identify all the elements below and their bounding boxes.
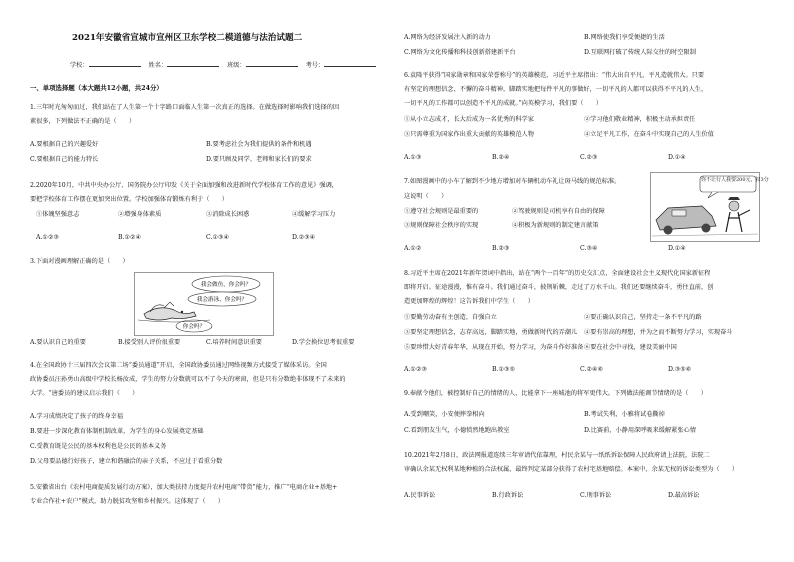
q8-stem-line1: 8.习近平主席在2021年新年贺词中指出，站在“两个一百年”的历史交汇点，全面建设社会主义现代化国家新征程 [404, 270, 711, 277]
q7-option-c[interactable]: C.③④ [580, 245, 598, 252]
q8-item-5: ⑤要珍惜大好青春年华，从现在开始，努力学习，为奋斗作好准备 [404, 344, 584, 351]
q8-option-a[interactable]: A.①②③ [404, 366, 428, 373]
q10-option-d[interactable]: D.最高诉讼 [668, 492, 700, 499]
q4-option-b[interactable]: B.要进一步深化教育体制机制改革，为学生的身心发展奠定基础 [30, 428, 204, 435]
q3-option-c[interactable]: C.培养时间意识重要 [206, 339, 262, 346]
q1-option-d[interactable]: D.要只顾及同学、老师和家长们的要求 [206, 156, 312, 163]
q1-stem-line2: 素很多，下列做法不正确的是（ ） [30, 118, 136, 125]
class-field[interactable] [246, 60, 298, 67]
q9-option-d[interactable]: D.比赛前，小静用深呼吸来缓解紧张心情 [584, 427, 696, 434]
q7-item-2: ②驾驶规则是司机享有自由的保障 [512, 208, 605, 215]
q6-stem-line3: 一切平凡的工作都可以创造不平凡的成就。”向英模学习，我们要（ ） [404, 100, 603, 107]
q3-option-a[interactable]: A.要认识自己的重要 [30, 339, 86, 346]
class-label: 班级： [227, 62, 246, 69]
q2-option-b[interactable]: B.①②④ [118, 234, 142, 241]
q2-stem-line1: 2.2020年10月，中共中央办公厅、国务院办公厅印发《关于全面加强和改进新时代学校体育工作的意见》强调， [30, 182, 338, 189]
q7-item-1: ①遵守社会规则是最重要的 [404, 208, 479, 215]
q3-cartoon [134, 272, 274, 336]
name-label: 姓名： [148, 62, 168, 69]
q1-option-b[interactable]: B.要考虑社会为我们提供的条件和机遇 [206, 141, 312, 148]
q5-option-c[interactable]: C.网络为文化传播和科技创新搭建新平台 [404, 49, 516, 56]
q7-cartoon [650, 172, 769, 242]
q9-stem: 9.奉献令他们，被控制好自己的情绪的人，比能拿下一座城池的将军更伟大。下列做法能调节情绪的是（ ） [404, 390, 707, 397]
q3-option-d[interactable]: D.学会换位思考很重要 [292, 339, 355, 346]
q7-option-a[interactable]: A.①② [404, 245, 422, 252]
q5-option-a[interactable]: A.网络为经济发展注入新的动力 [404, 34, 491, 41]
section-header: 一、单项选择题（本大题共12小题，共24分） [30, 84, 163, 92]
q4-option-a[interactable]: A.学习成绩决定了孩子的终身幸福 [30, 413, 124, 420]
q8-item-6: ⑥要在社会中寻找，建设美丽中国 [584, 344, 677, 351]
exam-no-field[interactable] [324, 60, 376, 67]
q1-option-c[interactable]: C.要根据自己的能力特长 [30, 156, 99, 163]
q2-option-c[interactable]: C.①③④ [206, 234, 230, 241]
q8-stem-line2: 即将开启。征途漫漫，惟有奋斗。我们通过奋斗，披荆斩棘，走过了万水千山。我们还要继续奋斗，勇往直前，创 [404, 284, 714, 291]
q7-option-d[interactable]: D.①④ [668, 245, 686, 252]
q8-option-b[interactable]: B.①③⑤ [492, 366, 516, 373]
q4-stem-line2: 政协委员汪孙勇山高级中学校长杨汝成，学生的努力分数就可以不了今天的寒窗，但是只有分数绝非体现不了未来的 [30, 376, 346, 383]
exam-no-label: 考号： [305, 62, 325, 69]
q1-stem-line1: 1.三年时光匆匆而过，我们站在了人生第一个十字路口面临人生第一次真正的选择。在做选择时影响我们选择的因 [30, 104, 340, 111]
q4-stem-line3: 大学。“唐委员的建议启示我们（ ） [30, 390, 139, 397]
q6-option-c[interactable]: C.②③ [580, 154, 598, 161]
fish-bird-cartoon-icon [134, 272, 274, 336]
q4-option-d[interactable]: D.父母要品德行好孩子，建立和谐融洽的亲子关系，不应过于看重分数 [30, 458, 223, 465]
q10-stem-line1: 10.2021年2月8日，政法网报道连续三年审请代依靠理，村民余某与一纸纸诉讼保障人民政府请上法院，法院二 [404, 452, 710, 459]
q8-item-2: ②要正确认识自己，坚持走一条不平凡的路 [584, 314, 702, 321]
q10-option-b[interactable]: B.行政诉讼 [492, 492, 524, 499]
q6-option-b[interactable]: B.②④ [492, 154, 510, 161]
q10-option-c[interactable]: C.刑事诉讼 [580, 492, 612, 499]
q6-item-2: ②学习他们敬业精神，积极主动承担责任 [584, 116, 696, 123]
q4-option-c[interactable]: C.受教育既是公民的基本权利也是公民的基本义务 [30, 443, 167, 450]
q8-option-d[interactable]: D.③⑤⑥ [668, 366, 692, 373]
q8-item-4: ④要有崇高的理想，并为之而不断努力学习，实现奋斗 [584, 329, 733, 336]
q6-stem-line2: 有坚定的理想信念、不懈的奋斗精神，脚踏实地把每件平凡的事做好，一切平凡的人都可以获得不平凡的人生， [404, 86, 708, 93]
q8-item-3: ③要坚定理想信念，志存高远，脚踏实地，勇做新时代的弄潮儿 [404, 329, 578, 336]
q2-item-1: ①体魄坚强意志 [36, 211, 80, 218]
q1-option-a[interactable]: A.要根据自己的兴趣爱好 [30, 141, 99, 148]
q6-item-1: ①从小立志成才，长大后成为一名优秀的科学家 [404, 116, 534, 123]
q9-option-c[interactable]: C.看到朋友生气，小德愤然地跑出教室 [404, 427, 510, 434]
school-field[interactable] [89, 60, 141, 67]
q2-option-d[interactable]: D.②③④ [292, 234, 316, 241]
q6-option-a[interactable]: A.①③ [404, 154, 422, 161]
student-info-line [70, 60, 376, 70]
q8-option-c[interactable]: C.②④⑥ [580, 366, 604, 373]
q6-stem-line1: 6.袁隆平获得“国家勋章和国家荣誉称号”的英雄模范，习近平主席指出：“伟大出自平凡，平凡造就伟大。只要 [404, 72, 705, 79]
traffic-police-car-cartoon-icon [650, 172, 769, 242]
q9-option-b[interactable]: B.考试失利，小雅将试卷撕掉 [584, 411, 665, 418]
q2-option-a[interactable]: A.①②③ [36, 234, 60, 241]
q6-item-4: ④立足平凡工作，在奋斗中实现自己的人生价值 [584, 131, 714, 138]
q2-item-3: ③消除成长困惑 [206, 211, 250, 218]
q6-item-3: ③只需尊重为国家作出重大贡献的英雄模范人物 [404, 131, 534, 138]
school-label: 学校： [70, 62, 89, 69]
q4-stem-line1: 4.在全国政协十三届四次会议第二场“委员通道”开启，全国政协委员通过网络视频方式接受了媒体采访。全国 [30, 362, 327, 369]
q7-stem-line2: 这说明（ ） [404, 193, 448, 200]
q5-stem-line2: 专业合作社+农户”模式，助力脱贫攻坚和乡村振兴。这体现了（ ） [30, 498, 224, 505]
q8-stem-line3: 造更加辉煌的辉煌！这告诉我们中学生（ ） [404, 298, 534, 305]
q7-option-b[interactable]: B.②③ [492, 245, 510, 252]
q7-item-3: ③规则保障社会秩序的实现 [404, 222, 479, 229]
q5-option-b[interactable]: B.网络使我们享受便捷的生活 [584, 34, 665, 41]
q6-option-d[interactable]: D.①④ [668, 154, 686, 161]
q7-bubble-text: 你不让行人我要200元，扣3分 [701, 177, 769, 183]
q2-item-4: ④缓解学习压力 [292, 211, 336, 218]
name-field[interactable] [167, 60, 219, 67]
q10-stem-line2: 审确认余某无权利某地种植的合法权属，最终判定某部分获得了农村宅基地赔偿。本案中，余某无权的诉讼类型为（ ） [404, 466, 739, 473]
q3-bubble-3: 你会吗？ [182, 324, 206, 330]
q9-option-a[interactable]: A.受到嘲笑，小安便摔拳相向 [404, 411, 485, 418]
page-title: 2021年安徽省宣城市宣州区卫东学校二模道德与法治试题二 [72, 33, 303, 43]
q7-stem-line1: 7.如图漫画中的小车了解到不少地方增加对车辆机动车礼让斑马线的规范标准。 [404, 178, 621, 185]
q2-stem-line2: 要把学校体育工作摆在更加突出位置。学校加强体育锻炼有利于（ ） [30, 196, 228, 203]
q5-stem-line1: 5.安徽省出台《农村电商提质发展行动方案》，加大类扶持力度提升农村电商“带货”能力，推广“电商企业+基地+ [30, 484, 338, 491]
q7-item-4: ④积极为新规则的制定建言献策 [512, 222, 599, 229]
q2-item-2: ②增强身体素质 [118, 211, 162, 218]
q8-item-1: ①要勤劳动奋有主创造，自强自立 [404, 314, 497, 321]
q3-option-b[interactable]: B.接受别人评价很重要 [118, 339, 181, 346]
q3-bubble-1: 我会做鱼，你会吗？ [200, 282, 252, 288]
q10-option-a[interactable]: A.民事诉讼 [404, 492, 436, 499]
q3-stem: 3.下面对漫画理解正确的是（ ） [30, 258, 129, 265]
q3-bubble-2: 我会游泳，你会吗？ [196, 297, 248, 303]
q5-option-d[interactable]: D.互联网打破了传统人际交往的时空限制 [584, 49, 696, 56]
